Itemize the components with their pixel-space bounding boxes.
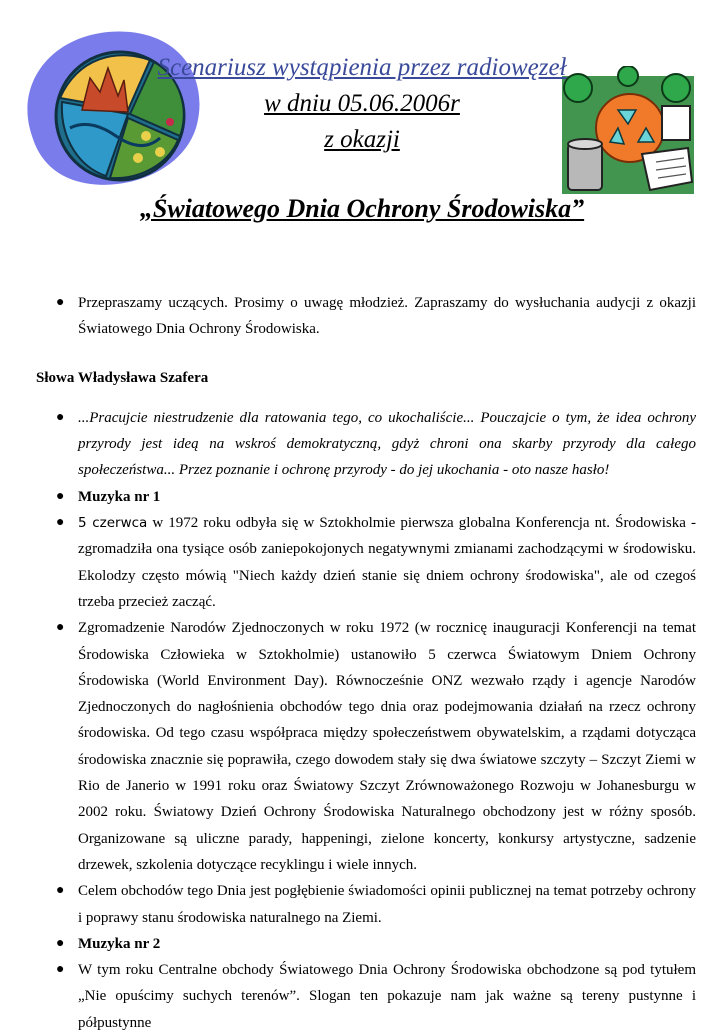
- bullet-icon: ●: [56, 962, 65, 978]
- bullet-icon: ●: [56, 488, 65, 504]
- bullet-icon: ●: [56, 409, 65, 425]
- title-line-2: w dniu 05.06.2006r: [264, 90, 460, 117]
- music-2-label: Muzyka nr 2: [78, 935, 161, 952]
- quote-text: ...Pracujcie niestrudzenie dla ratowania tego, co ukochaliście... Pouczajcie o tym, że idea ochrony przyrody jest ideą na wskroś demokratyczną, gdyż chroni ona skarby przyrody dla całego społeczeństwa... Przez poznanie i ochronę przyrody - do jej ukochania - oto nasze hasło!: [78, 409, 696, 479]
- bullet-icon: ●: [56, 515, 65, 531]
- title-line-3: z okazji: [324, 126, 400, 153]
- subtitle: „Światowego Dnia Ochrony Środowiska”: [139, 194, 585, 223]
- list-item-paragraph-1: [36, 510, 696, 615]
- music-1-label: Muzyka nr 1: [78, 488, 161, 505]
- paragraph-1-text: w 1972 roku odbyła się w Sztokholmie pierwsza globalna Konferencja nt. Środowiska - zgromadziła ona tysiące osób zaniepokojonych negatywnymi zmianami zachodzącymi w środowisku. Ekolodzy często mówią "Niech każdy dzień stanie się dniem ochrony środowiska", ale od czegoś trzeba przecież zacząć.: [78, 515, 696, 610]
- bullet-icon: ●: [56, 935, 65, 951]
- bullet-icon: ●: [56, 295, 65, 310]
- document-body: [36, 290, 696, 1036]
- bullet-icon: ●: [56, 620, 65, 636]
- list-item-quote: [36, 405, 696, 484]
- paragraph-4-text: W tym roku Centralne obchody Światowego Dnia Ochrony Środowiska obchodzone są pod tytułem „Nie opuścimy suchych terenów”. Slogan ten pokazuje nam jak ważne są tereny pustynne i półpustynne: [78, 962, 696, 1031]
- title-block: [130, 50, 594, 158]
- paragraph-3-text: Celem obchodów tego Dnia jest pogłębienie świadomości opinii publicznej na temat potrzeby ochrony i poprawy stanu środowiska naturalnego na Ziemi.: [78, 883, 696, 926]
- paragraph-2-text: Zgromadzenie Narodów Zjednoczonych w roku 1972 (w rocznicę inauguracji Konferencji na temat Środowiska Człowieka w Sztokholmie) ustanowiło 5 czerwca Światowym Dniem Ochrony Środowiska (World Environment Day). Równocześnie ONZ wezwało rządy i agencje Narodów Zjednoczonych do nagłośnienia obchodów tego dnia oraz podejmowania działań na rzecz ochrony środowiska. Od tego czasu współpraca między społeczeństwem obywatelskim, a rządami dotycząca środowiska znacznie się poprawiła, czego dowodem stały się dwa światowe szczyty – Szczyt Ziemi w Rio de Janerio w 1991 roku oraz Światowy Szczyt Zrównoważonego Rozwoju w Johanesburgu w 2002 roku. Światowy Dzień Ochrony Środowiska Naturalnego obchodzony jest w różny sposób. Organizowane są uliczne parady, happeningi, zielone koncerty, konkursy artystyczne, sadzenie drzewek, szkolenia dotyczące recyklingu i wiele innych.: [78, 620, 696, 873]
- list-item-music-1: [36, 484, 696, 510]
- bullet-icon: ●: [56, 883, 65, 899]
- paragraph-1-date: 5 czerwca: [78, 515, 148, 532]
- list-item-paragraph-3: [36, 878, 696, 931]
- intro-text: Przepraszamy uczących. Prosimy o uwagę młodzież. Zapraszamy do wysłuchania audycji z okazji Światowego Dnia Ochrony Środowiska.: [78, 295, 696, 338]
- list-item-paragraph-2: [36, 615, 696, 878]
- section-heading: Słowa Władysława Szafera: [36, 369, 209, 386]
- list-item-paragraph-4: [36, 957, 696, 1036]
- title-line-1: Scenariusz wystąpienia przez radiowęzeł: [157, 54, 567, 81]
- list-item-intro: [36, 290, 696, 343]
- list-item-music-2: [36, 931, 696, 957]
